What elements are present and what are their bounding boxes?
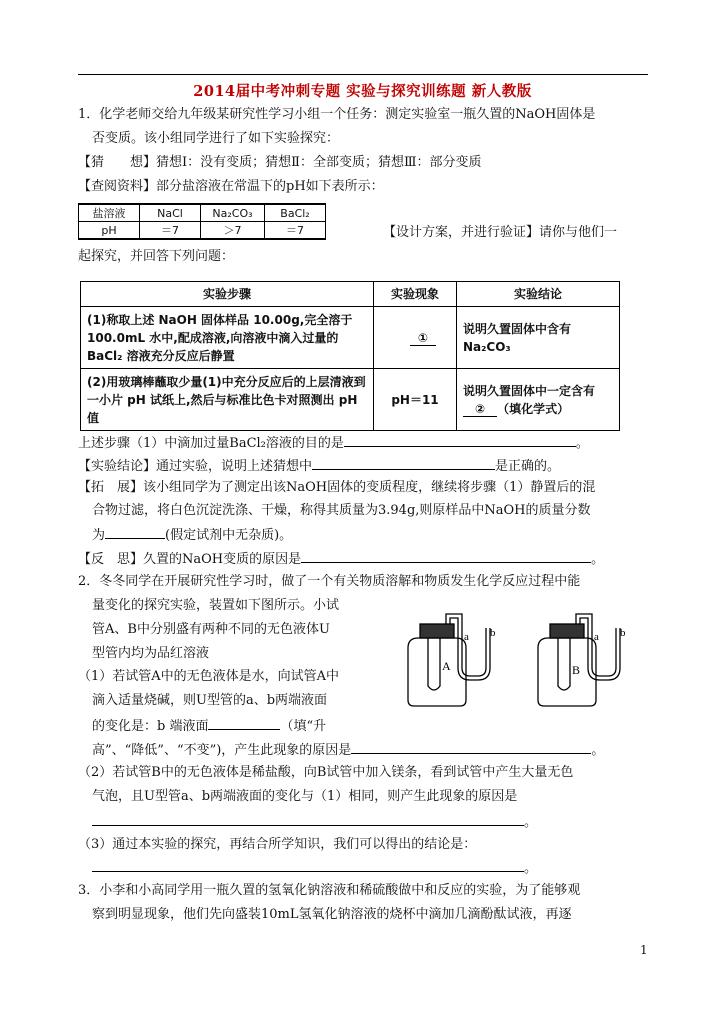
exp-row1-conclusion: 说明久置固体中含有 Na₂CO₃ <box>457 307 620 369</box>
exp-row1-phenomenon <box>374 307 457 369</box>
q1-ext2: 合物过滤，将白色沉淀洗涤、干燥，称得其质量为3.94g,则原样品中NaOH的质量分数 <box>92 503 591 518</box>
q2-line4: 型管内均为品红溶液 <box>92 646 210 661</box>
label-a-right: a <box>594 631 599 643</box>
label-b-left: b <box>490 627 496 639</box>
q1-purpose: 上述步骤（1）中滴加过量BaCl₂溶液的目的是 。 <box>78 433 589 453</box>
q2-p1-line2: 滴入适量烧碱，则U型管的a、b两端液面 <box>92 693 328 708</box>
q2-p2-line3: 。 <box>92 812 537 832</box>
q2-p1-line3 <box>92 716 326 736</box>
apparatus-b <box>538 614 620 706</box>
q1-conclusion <box>78 456 560 476</box>
exp-row2-step: (2)用玻璃棒蘸取少量(1)中充分反应后的上层清液到一小片 pH 试纸上,然后与标准比色卡对照测出 pH 值 <box>81 369 374 431</box>
ph-table-header: 盐溶液 <box>79 204 140 222</box>
q2-p1-line3b: （填“升 <box>280 719 327 734</box>
q1-reflect: 【反 思】久置的NaOH变质的原因是 。 <box>78 549 604 569</box>
ph-table-header: BaCl₂ <box>265 204 326 222</box>
ph-table-cell: pH <box>79 222 140 240</box>
q1-guess: 【猜 想】猜想Ⅰ：没有变质；猜想Ⅱ：全部变质；猜想Ⅲ：部分变质 <box>78 155 482 170</box>
q1-ext1: 【拓 展】该小组同学为了测定出该NaOH固体的变质程度，继续将步骤（1）静置后的混 <box>78 480 596 495</box>
ph-table <box>78 203 326 240</box>
exp-header-conclusion: 实验结论 <box>457 282 620 307</box>
page-title: 2014届中考冲刺专题 实验与探究训练题 新人教版 <box>193 83 532 100</box>
answer-blank[interactable] <box>208 716 280 730</box>
apparatus-figure <box>398 608 633 710</box>
blank-marker-2: ② <box>463 402 497 417</box>
answer-blank[interactable] <box>92 858 524 872</box>
q1-conclusion-a: 【实验结论】通过实验，说明上述猜想中 <box>78 459 313 474</box>
answer-blank[interactable] <box>105 525 165 539</box>
q1-design-line1: 【设计方案，并进行验证】请你与他们一 <box>383 225 618 240</box>
exp-row2-concl-a: 说明久置固体中一定含有 <box>463 383 596 398</box>
q2-p3-line1: （3）通过本实验的探究，再结合所学知识，我们可以得出的结论是： <box>78 837 477 852</box>
q1-ext3b: (假定试剂中无杂质)。 <box>165 528 293 543</box>
answer-blank[interactable] <box>312 456 495 470</box>
ph-table-cell: ＝7 <box>265 222 326 240</box>
ph-table-cell: ＝7 <box>140 222 201 240</box>
exp-row1-step: (1)称取上述 NaOH 固体样品 10.00g,完全溶于 100.0mL 水中,配成溶液,向溶液中滴入过量的 BaCl₂ 溶液充分反应后静置 <box>81 307 374 369</box>
q1-ext3a: 为 <box>92 528 106 543</box>
q2-line1: 2．冬冬同学在开展研究性学习时，做了一个有关物质溶解和物质发生化学反应过程中能 <box>78 574 581 589</box>
blank-marker-1: ① <box>410 331 436 346</box>
q2-line3: 管A、B中分别盛有两种不同的无色液体U <box>92 622 330 637</box>
q2-p3-line2: 。 <box>92 858 537 878</box>
label-a-left: a <box>464 631 469 643</box>
answer-blank[interactable] <box>301 549 591 563</box>
exp-row2-conclusion <box>457 369 620 431</box>
exp-header-step: 实验步骤 <box>81 282 374 307</box>
page-number: 1 <box>640 943 648 957</box>
q2-p2-line1: （2）若试管B中的无色液体是稀盐酸，向B试管中加入镁条，看到试管中产生大量无色 <box>78 765 574 780</box>
label-B: B <box>572 663 581 677</box>
ph-table-header: NaCl <box>140 204 201 222</box>
q1-line2: 否变质。该小组同学进行了如下实验探究： <box>92 131 340 146</box>
exp-row2-phenomenon: pH＝11 <box>374 369 457 431</box>
q1-conclusion-b: 是正确的。 <box>495 459 561 474</box>
q2-p1-line4-text: 高”、“降低”、“不变”)，产生此现象的原因是 <box>92 743 352 758</box>
q2-p1-line3a: 的变化是：b 端液面 <box>92 719 209 734</box>
label-A: A <box>442 659 451 673</box>
ph-table-header: Na₂CO₃ <box>201 204 265 222</box>
q1-design-line2: 起探究，并回答下列问题： <box>78 249 235 264</box>
q2-p1-line4: 高”、“降低”、“不变”)，产生此现象的原因是 。 <box>92 740 604 760</box>
q1-reflect-text: 【反 思】久置的NaOH变质的原因是 <box>78 552 302 567</box>
ph-table-cell: ＞7 <box>201 222 265 240</box>
q3-line1: 3．小李和小高同学用一瓶久置的氢氧化钠溶液和稀硫酸做中和反应的实验，为了能够观 <box>78 883 581 898</box>
exp-row2-concl-c: （填化学式） <box>497 401 570 416</box>
q1-lookup: 【查阅资料】部分盐溶液在常温下的pH如下表所示： <box>78 179 384 194</box>
q1-ext3 <box>92 525 292 545</box>
label-b-right: b <box>620 627 626 639</box>
answer-blank[interactable] <box>351 740 591 754</box>
q1-purpose-text: 上述步骤（1）中滴加过量BaCl₂溶液的目的是 <box>78 436 344 451</box>
header-rule <box>78 74 648 75</box>
q2-p1-line1: （1）若试管A中的无色液体是水，向试管A中 <box>78 669 340 684</box>
q1-line1: 1．化学老师交给九年级某研究性学习小组一个任务：测定实验室一瓶久置的NaOH固体是 <box>78 107 596 122</box>
q2-line2: 量变化的探究实验，装置如下图所示。小试 <box>92 598 340 613</box>
q3-line2: 察到明显现象，他们先向盛装10mL氢氧化钠溶液的烧杯中滴加几滴酚酞试液，再逐 <box>92 907 572 922</box>
experiment-table <box>80 281 620 431</box>
answer-blank[interactable] <box>344 433 576 447</box>
answer-blank[interactable] <box>92 812 524 826</box>
q2-p2-line2: 气泡，且U型管a、b两端液面的变化与（1）相同，则产生此现象的原因是 <box>92 789 518 804</box>
exp-header-phenomenon: 实验现象 <box>374 282 457 307</box>
